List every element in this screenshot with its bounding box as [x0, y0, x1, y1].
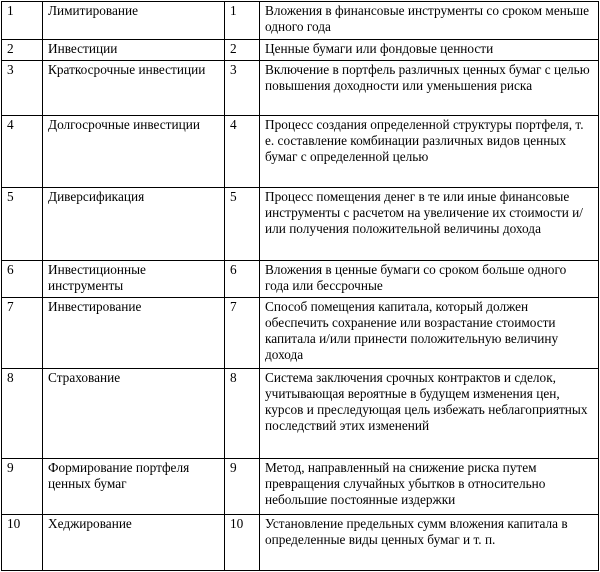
table-row [2, 369, 599, 459]
right-number: 4 [225, 116, 260, 188]
term-cell: Формирование портфеля ценных бумаг [43, 459, 225, 515]
right-number: 8 [225, 369, 260, 459]
right-number: 1 [225, 2, 260, 40]
table-row [2, 298, 599, 369]
term-cell: Долгосрочные инвестиции [43, 116, 225, 188]
table-row [2, 61, 599, 116]
definition-cell: Ценные бумаги или фондовые ценности [260, 40, 599, 61]
left-number: 5 [2, 188, 43, 261]
table-row [2, 188, 599, 261]
right-number: 10 [225, 515, 260, 571]
right-number: 3 [225, 61, 260, 116]
table-row [2, 2, 599, 40]
right-number: 6 [225, 261, 260, 298]
matching-table [1, 1, 599, 571]
definition-cell: Включение в портфель различных ценных бумаг с целью повышения доходности или уменьшения риска [260, 61, 599, 116]
term-cell: Инвестиции [43, 40, 225, 61]
term-cell: Инвестирование [43, 298, 225, 369]
right-number: 5 [225, 188, 260, 261]
right-number: 9 [225, 459, 260, 515]
left-number: 4 [2, 116, 43, 188]
definition-cell: Процесс создания определенной структуры портфеля, т. е. составление комбинации различных видов ценных бумаг с определенной целью [260, 116, 599, 188]
definition-cell: Метод, направленный на снижение риска путем превращения случайных убытков в относительно небольшие постоянные издержки [260, 459, 599, 515]
left-number: 10 [2, 515, 43, 571]
left-number: 9 [2, 459, 43, 515]
term-cell: Хеджирование [43, 515, 225, 571]
right-number: 7 [225, 298, 260, 369]
definition-cell: Установление предельных сумм вложения капитала в определенные виды ценных бумаг и т. п. [260, 515, 599, 571]
term-cell: Лимитирование [43, 2, 225, 40]
left-number: 7 [2, 298, 43, 369]
definition-cell: Вложения в финансовые инструменты со сроком меньше одного года [260, 2, 599, 40]
left-number: 2 [2, 40, 43, 61]
table-row [2, 116, 599, 188]
table-row [2, 515, 599, 571]
definition-cell: Процесс помещения денег в те или иные финансовые инструменты с расчетом на увеличение их стоимости и/или получения положительной величины дохода [260, 188, 599, 261]
left-number: 6 [2, 261, 43, 298]
left-number: 3 [2, 61, 43, 116]
term-cell: Краткосрочные инвестиции [43, 61, 225, 116]
definition-cell: Способ помещения капитала, который должен обеспечить сохранение или возрастание стоимости капитала и/или принести положительную величину дохода [260, 298, 599, 369]
definition-cell: Вложения в ценные бумаги со сроком больше одного года или бессрочные [260, 261, 599, 298]
table-row [2, 261, 599, 298]
term-cell: Страхование [43, 369, 225, 459]
table-row [2, 459, 599, 515]
left-number: 1 [2, 2, 43, 40]
table-row [2, 40, 599, 61]
term-cell: Инвестиционные инструменты [43, 261, 225, 298]
left-number: 8 [2, 369, 43, 459]
definition-cell: Система заключения срочных контрактов и сделок, учитывающая вероятные в будущем изменения цен, курсов и преследующая цель избежать неблагоприятных последствий этих изменений [260, 369, 599, 459]
term-cell: Диверсификация [43, 188, 225, 261]
right-number: 2 [225, 40, 260, 61]
